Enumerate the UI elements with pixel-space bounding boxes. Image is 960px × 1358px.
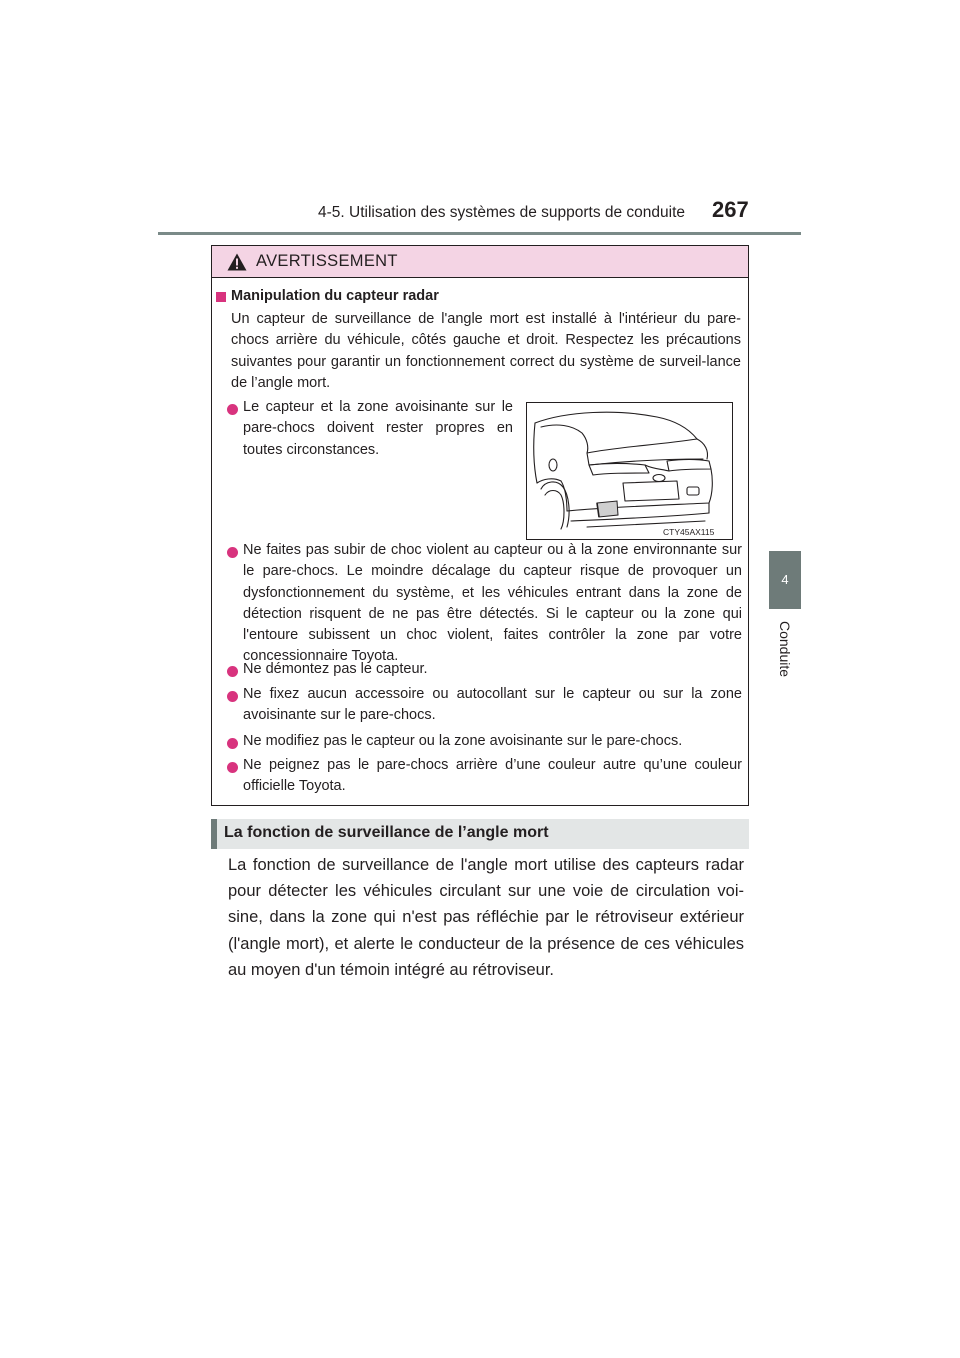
bullet-dot-icon [227, 404, 238, 415]
chapter-tab-label [769, 614, 801, 684]
warning-bullet-5: Ne modifiez pas le capteur ou la zone avoisinante sur le pare-chocs. [243, 733, 683, 749]
section-heading: La fonction de surveillance de l’angle mort [224, 824, 549, 841]
section-heading-accent [211, 819, 217, 849]
warning-bullet-4: Ne fixez aucun accessoire ou autocollant sur le capteur ou sur la zone avoisinante sur le pare-chocs. [243, 686, 742, 724]
bullet-dot-icon [227, 691, 238, 702]
bullet-dot-icon [227, 547, 238, 558]
square-bullet-icon [216, 292, 226, 302]
warning-triangle-icon [227, 253, 247, 271]
warning-bullet-6: Ne peignez pas le pare-chocs arrière d’une couleur autre qu’une couleur officielle Toyota. [243, 757, 742, 795]
bullet-dot-icon [227, 738, 238, 749]
chapter-tab-label-text: Conduite [777, 620, 793, 678]
page-number: 267 [712, 197, 749, 222]
bullet-dot-icon [227, 762, 238, 773]
warning-header [212, 246, 748, 278]
bullet-dot-icon [227, 666, 238, 677]
car-rear-illustration [527, 403, 732, 539]
warning-bullet-2: Ne faites pas subir de choc violent au capteur ou à la zone environnante sur le pare-chocs. Le moindre décalage du capteur risque de provoquer un dysfonctionnement du système, et les véhicules entrant dans la zone de détection risquent de ne pas être détectés. Si le capteur ou la zone qui l'entoure subissent un choc violent, faites contrôler la zone par votre concessionnaire Toyota. [243, 542, 742, 665]
figure-code: CTY45AX115 [663, 527, 715, 537]
warning-bullet-3: Ne démontez pas le capteur. [243, 661, 428, 677]
rear-bumper-figure [526, 402, 733, 540]
section-body: La fonction de surveillance de l'angle mort utilise des capteurs radar pour détecter les véhicules circulant sur une voie de circulation voi-sine, dans la zone qui n'est pas réfléchie par le rétroviseur extérieur (l'angle mort), et alerte le conducteur de la présence de ces véhicules au moyen d'un témoin intégré au rétroviseur. [228, 856, 744, 979]
warning-title: AVERTISSEMENT [256, 252, 398, 270]
warning-subheading: Manipulation du capteur radar [231, 288, 439, 304]
header-section-title: 4-5. Utilisation des systèmes de supports de conduite [318, 204, 686, 221]
warning-intro: Un capteur de surveillance de l'angle mort est installé à l'intérieur du pare-chocs arrière du véhicule, côtés gauche et droit. Respectez les précautions suivantes pour garantir un fonctionnement correct du système de surveil-lance de l’angle mort. [231, 311, 741, 391]
header-divider [158, 232, 801, 235]
warning-bullet-1: Le capteur et la zone avoisinante sur le pare-chocs doivent rester propres en toutes circonstances. [243, 399, 513, 458]
chapter-tab: 4 [769, 551, 801, 609]
